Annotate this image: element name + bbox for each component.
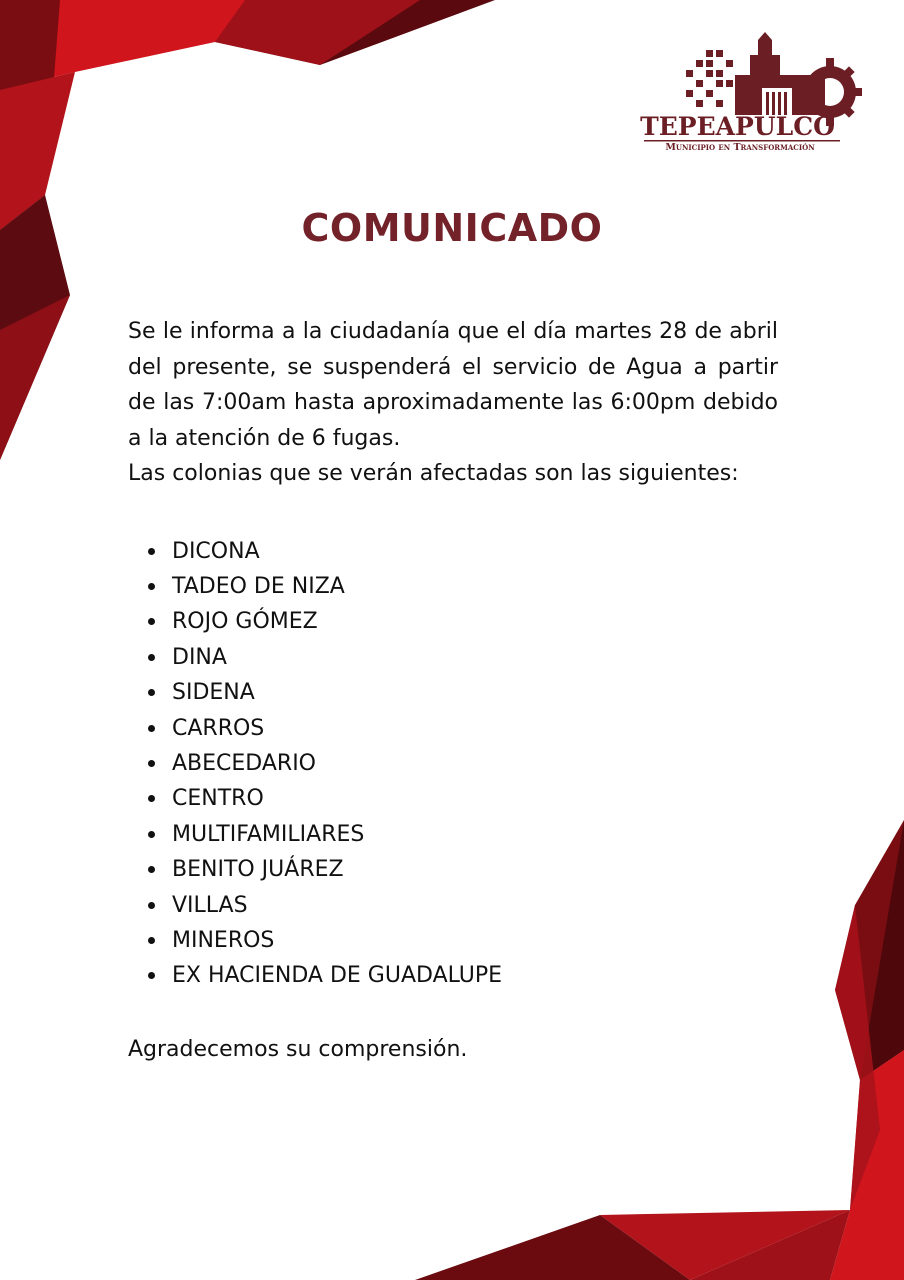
bullet-icon [148, 831, 155, 838]
colonia-name: ABECEDARIO [172, 750, 316, 776]
colonia-name: EX HACIENDA DE GUADALUPE [172, 963, 503, 989]
colonia-name: VILLAS [172, 892, 248, 918]
colonia-name: CARROS [172, 715, 265, 741]
bullet-icon [148, 760, 155, 767]
logo-tagline: Municipio en Transformación [665, 142, 815, 153]
affected-colonias-intro: Las colonias que se verán afectadas son las siguientes: [128, 461, 739, 486]
closing-message: Agradecemos su comprensión. [128, 1036, 468, 1062]
list-item [128, 534, 778, 569]
colonia-name: SIDENA [172, 680, 255, 706]
colonia-name: MINEROS [172, 927, 275, 953]
page-title: COMUNICADO [301, 206, 603, 250]
colonia-name: CENTRO [172, 786, 264, 812]
colonia-name: MULTIFAMILIARES [172, 821, 365, 847]
bullet-icon [148, 583, 155, 590]
list-item [128, 923, 778, 958]
bullet-icon [148, 937, 155, 944]
bullet-icon [148, 866, 155, 873]
bullet-icon [148, 972, 155, 979]
document-body [128, 314, 778, 1067]
municipal-logo [640, 30, 870, 160]
list-item [128, 781, 778, 816]
colonia-name: TADEO DE NIZA [172, 573, 345, 599]
list-item [128, 746, 778, 781]
list-item [128, 604, 778, 639]
list-item [128, 817, 778, 852]
list-item [128, 569, 778, 604]
bullet-icon [148, 902, 155, 909]
colonia-name: DINA [172, 644, 227, 670]
list-item [128, 888, 778, 923]
announcement-paragraph: Se le informa a la ciudadanía que el día martes 28 de abril del presente, se suspenderá el servicio de Agua a partir de las 7:00am hasta aproximadamente las 6:00pm debido a la atención de 6 fugas. [128, 319, 778, 451]
colonia-name: ROJO GÓMEZ [172, 609, 318, 635]
logo-name: TEPEAPULCO [640, 112, 835, 141]
bullet-icon [148, 618, 155, 625]
colonia-name: BENITO JUÁREZ [172, 857, 344, 883]
bullet-icon [148, 548, 155, 555]
list-item [128, 852, 778, 887]
affected-colonias-list [128, 534, 778, 994]
bullet-icon [148, 689, 155, 696]
bullet-icon [148, 725, 155, 732]
bullet-icon [148, 795, 155, 802]
colonia-name: DICONA [172, 538, 260, 564]
list-item [128, 958, 778, 993]
list-item [128, 711, 778, 746]
bullet-icon [148, 654, 155, 661]
list-item [128, 675, 778, 710]
list-item [128, 640, 778, 675]
